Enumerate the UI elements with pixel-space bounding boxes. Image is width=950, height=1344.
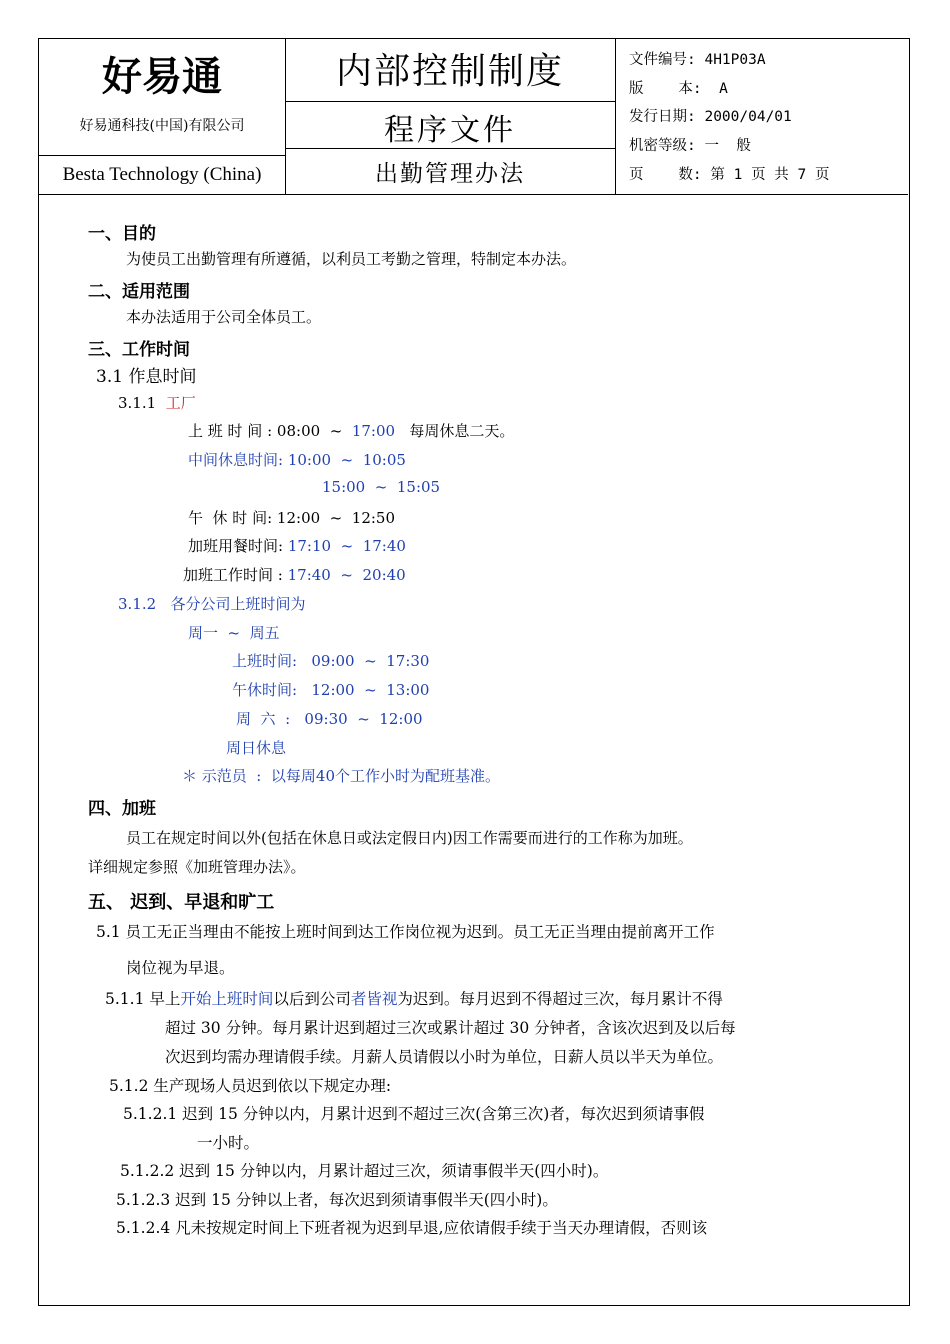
section-4-line-1: 员工在规定时间以外(包括在休息日或法定假日内)因工作需要而进行的工作称为加班。 (126, 829, 693, 847)
para-5-1-1-line-2: 超过 30 分钟。每月累计迟到超过三次或累计超过 30 分钟者，含该次迟到及以后每 (165, 1019, 736, 1037)
para-5-1-2-3: 5.1.2.3 迟到 15 分钟以上者，每次迟到须请事假半天(四小时)。 (116, 1191, 558, 1209)
branch-noon: 午休时间: 12:00 ~ 13:00 (232, 681, 430, 699)
section-3-title: 三、工作时间 (88, 340, 190, 360)
para-5-1-2-2: 5.1.2.2 迟到 15 分钟以内，月累计超过三次，须请事假半天(四小时)。 (120, 1162, 609, 1180)
section-4-line-2: 详细规定参照《加班管理办法》。 (88, 858, 306, 876)
section-4-title: 四、加班 (88, 799, 156, 819)
subsection-3-1: 3.1 作息时间 (96, 367, 197, 387)
branch-weekdays: 周一 ~ 周五 (188, 624, 280, 642)
time-range: 12:00 ~ 12:50 (276, 509, 396, 527)
company-name-en: Besta Technology (China) (62, 164, 262, 185)
factory-overtime (183, 564, 406, 585)
section-2-title: 二、适用范围 (88, 282, 190, 302)
time-range: 10:00 ~ 10:05 (287, 451, 406, 469)
text-run: 为迟到。每月迟到不得超过三次，每月累计不得 (397, 990, 723, 1008)
section-2-text: 本办法适用于公司全体员工。 (126, 308, 322, 326)
meta-label: 版 本: (629, 81, 702, 97)
para-5-1-1-line-3: 次迟到均需办理请假手续。月薪人员请假以小时为单位，日薪人员以半天为单位。 (165, 1048, 724, 1066)
factory-break-1 (188, 449, 406, 470)
company-name-cn: 好易通科技(中国)有限公司 (79, 118, 245, 134)
meta-doc-no (629, 48, 766, 69)
subsection-3-1-1 (118, 392, 196, 413)
time: 08:00 (276, 422, 321, 440)
factory-noon (188, 507, 395, 528)
branch-saturday: 周 六 : 09:30 ~ 12:00 (236, 710, 423, 728)
text-run: 5.1.1 早上 (105, 990, 181, 1008)
subsection-number: 3.1.1 (118, 394, 157, 412)
para-5-1-2-1-line-1: 5.1.2.1 迟到 15 分钟以内，月累计迟到不超过三次(含第三次)者，每次迟到须请事假 (123, 1105, 705, 1123)
meta-issue-date (629, 105, 792, 126)
para-5-1-1-line-1 (105, 987, 723, 1009)
company-logo: 好易通 (102, 54, 222, 100)
factory-break-2: 15:00 ~ 15:05 (322, 478, 441, 496)
meta-label: 机密等级: (629, 138, 696, 154)
branch-note: ＊ 示范员 : 以每周40个工作小时为配班基准。 (182, 767, 500, 785)
note: 每周休息二天。 (409, 422, 515, 440)
time-range: 17:40 ~ 20:40 (287, 566, 406, 584)
meta-pages (629, 163, 830, 184)
label: 加班工作时间 : (183, 566, 283, 584)
time: 17:00 (351, 422, 396, 440)
para-5-1-2: 5.1.2 生产现场人员迟到依以下规定办理: (109, 1077, 392, 1095)
meta-confidentiality (629, 134, 751, 155)
meta-label: 文件编号: (629, 52, 696, 68)
subsection-3-1-2: 3.1.2 各分公司上班时间为 (118, 595, 306, 613)
label: 中间休息时间: (188, 451, 284, 469)
doc-title-main: 内部控制制度 (335, 51, 564, 92)
meta-value: 一 般 (704, 138, 751, 154)
label: 午 休 时 间: (188, 509, 273, 527)
section-5-title: 五、 迟到、早退和旷工 (88, 892, 275, 913)
subsection-title: 工厂 (165, 394, 196, 412)
meta-value: 4H1P03A (704, 52, 766, 68)
section-1-title: 一、目的 (88, 224, 156, 244)
text-run: 者皆视 (350, 990, 398, 1008)
para-5-1-line-1: 5.1 员工无正当理由不能按上班时间到达工作岗位视为迟到。员工无正当理由提前离开工作 (96, 923, 715, 941)
header-rule (39, 155, 285, 156)
branch-work-hours: 上班时间: 09:00 ~ 17:30 (232, 652, 430, 670)
label: 上 班 时 间 : (188, 422, 273, 440)
time-range: 17:10 ~ 17:40 (287, 537, 406, 555)
meta-value: 2000/04/01 (704, 109, 792, 125)
header-table (39, 39, 908, 195)
para-5-1-2-4: 5.1.2.4 凡未按规定时间上下班者视为迟到早退,应依请假手续于当天办理请假，否则该 (116, 1219, 708, 1237)
header-divider (615, 39, 616, 194)
meta-version (629, 77, 728, 98)
branch-sunday: 周日休息 (226, 739, 287, 757)
para-5-1-2-1-line-2: 一小时。 (197, 1134, 260, 1152)
text-run: 以后到公司 (273, 990, 351, 1008)
header-rule (285, 101, 615, 102)
section-1-text: 为使员工出勤管理有所遵循，以利员工考勤之管理，特制定本办法。 (126, 250, 577, 268)
label: 加班用餐时间: (188, 537, 284, 555)
doc-title: 出勤管理办法 (375, 161, 525, 187)
separator: ~ (329, 422, 343, 440)
factory-work-hours (188, 420, 514, 441)
para-5-1-line-2: 岗位视为早退。 (126, 959, 235, 977)
factory-meal (188, 535, 406, 556)
meta-value: 第 1 页 共 7 页 (710, 167, 830, 183)
meta-value: A (719, 81, 728, 97)
meta-label: 页 数: (629, 167, 702, 183)
text-run: 开始上班时间 (180, 990, 274, 1008)
meta-label: 发行日期: (629, 109, 696, 125)
doc-title-sub: 程序文件 (384, 113, 516, 148)
